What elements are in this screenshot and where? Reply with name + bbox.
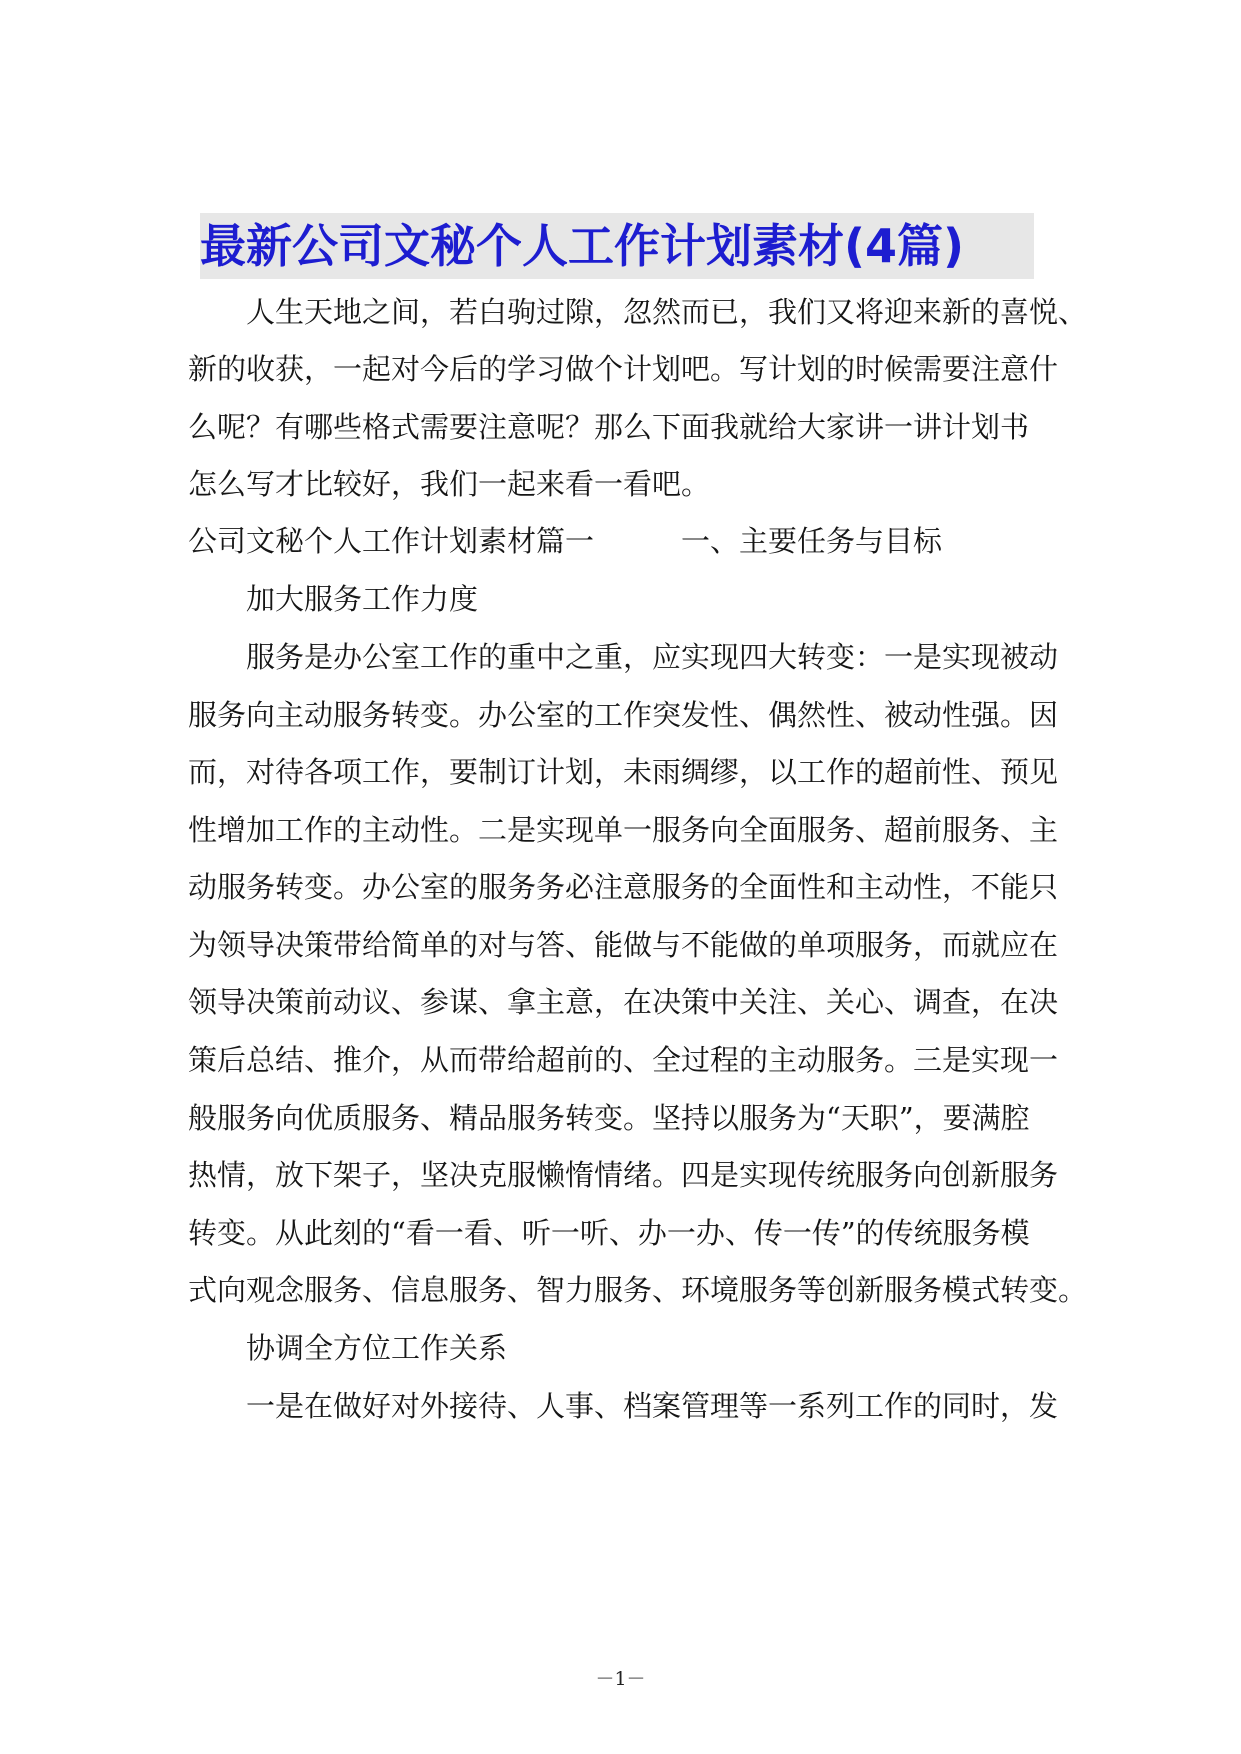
paragraph-line: 动服务转变。办公室的服务务必注意服务的全面性和主动性，不能只 (188, 870, 1059, 904)
page-number: －1－ (595, 1668, 646, 1690)
paragraph-line: 而，对待各项工作，要制订计划，未雨绸缪，以工作的超前性、预见 (188, 755, 1059, 789)
paragraph-line: 服务是办公室工作的重中之重，应实现四大转变：一是实现被动 (246, 640, 1059, 674)
paragraph-line: 转变。从此刻的“看一看、听一听、办一办、传一传”的传统服务模 (188, 1216, 1030, 1250)
paragraph-line: 领导决策前动议、参谋、拿主意，在决策中关注、关心、调查，在决 (188, 985, 1059, 1019)
paragraph-line: 么呢？有哪些格式需要注意呢？那么下面我就给大家讲一讲计划书 (188, 410, 1030, 444)
section-heading: 公司文秘个人工作计划素材篇一 一、主要任务与目标 (188, 524, 943, 558)
paragraph-line: 怎么写才比较好，我们一起来看一看吧。 (188, 467, 711, 501)
paragraph-line: 性增加工作的主动性。二是实现单一服务向全面服务、超前服务、主 (188, 813, 1059, 847)
paragraph-line: 热情，放下架子，坚决克服懒惰情绪。四是实现传统服务向创新服务 (188, 1158, 1059, 1192)
paragraph-line: 般服务向优质服务、精品服务转变。坚持以服务为“天职”，要满腔 (188, 1101, 1030, 1135)
paragraph-line: 服务向主动服务转变。办公室的工作突发性、偶然性、被动性强。因 (188, 698, 1059, 732)
paragraph-line: 新的收获，一起对今后的学习做个计划吧。写计划的时候需要注意什 (188, 352, 1059, 386)
subheading: 加大服务工作力度 (246, 582, 479, 616)
paragraph-line: 一是在做好对外接待、人事、档案管理等一系列工作的同时，发 (246, 1389, 1059, 1423)
subheading: 协调全方位工作关系 (246, 1331, 508, 1365)
document-title: 最新公司文秘个人工作计划素材(4篇) (200, 219, 965, 273)
paragraph-line: 人生天地之间，若白驹过隙，忽然而已，我们又将迎来新的喜悦、 (246, 295, 1088, 329)
paragraph-line: 式向观念服务、信息服务、智力服务、环境服务等创新服务模式转变。 (188, 1273, 1088, 1307)
paragraph-line: 策后总结、推介，从而带给超前的、全过程的主动服务。三是实现一 (188, 1043, 1059, 1077)
paragraph-line: 为领导决策带给简单的对与答、能做与不能做的单项服务，而就应在 (188, 928, 1059, 962)
